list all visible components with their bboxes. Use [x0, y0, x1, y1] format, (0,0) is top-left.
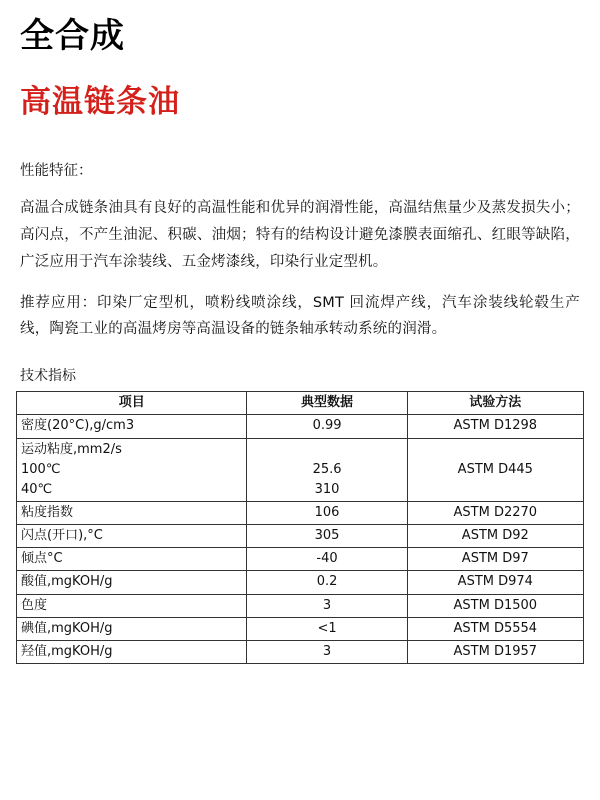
cell-value: 0.2	[247, 571, 407, 594]
cell-item	[17, 438, 247, 501]
table-row	[17, 415, 584, 438]
cell-value-line: 25.6	[312, 461, 342, 477]
table-row	[17, 617, 584, 640]
spec-table-label: 技术指标	[20, 368, 76, 385]
table-row	[17, 525, 584, 548]
page-subtitle: 高温链条油	[20, 84, 180, 121]
cell-item-line: 100℃	[21, 461, 61, 477]
cell-method: ASTM D1298	[407, 415, 583, 438]
table-header-row	[17, 392, 584, 415]
cell-method: ASTM D92	[407, 525, 583, 548]
cell-method: ASTM D445	[407, 438, 583, 501]
cell-value: 305	[247, 525, 407, 548]
cell-method: ASTM D5554	[407, 617, 583, 640]
col-header-item: 项目	[17, 392, 247, 415]
cell-value	[247, 438, 407, 501]
recommended-applications: 推荐应用：印染厂定型机，喷粉线喷涂线，SMT 回流焊产线，汽车涂装线轮毂生产线，陶瓷工业的高温烤房等高温设备的链条轴承转动系统的润滑。	[20, 294, 580, 338]
cell-item: 粘度指数	[17, 502, 247, 525]
table-row	[17, 594, 584, 617]
cell-item: 羟值,mgKOH/g	[17, 640, 247, 663]
cell-item-line: 40℃	[21, 481, 53, 497]
cell-value-line: 310	[314, 481, 340, 497]
cell-method: ASTM D97	[407, 548, 583, 571]
cell-value: 106	[247, 502, 407, 525]
cell-value: 0.99	[247, 415, 407, 438]
cell-item: 密度(20°C),g/cm3	[17, 415, 247, 438]
table-row	[17, 548, 584, 571]
cell-item: 闪点(开口),°C	[17, 525, 247, 548]
table-row	[17, 502, 584, 525]
table-row	[17, 438, 584, 501]
cell-value-line	[251, 440, 402, 460]
cell-method: ASTM D1500	[407, 594, 583, 617]
table-row	[17, 571, 584, 594]
cell-method: ASTM D1957	[407, 640, 583, 663]
features-label: 性能特征：	[20, 163, 93, 180]
cell-item: 酸值,mgKOH/g	[17, 571, 247, 594]
cell-method: ASTM D2270	[407, 502, 583, 525]
table-row	[17, 640, 584, 663]
col-header-method: 试验方法	[407, 392, 583, 415]
cell-item: 色度	[17, 594, 247, 617]
cell-value: 3	[247, 594, 407, 617]
cell-method: ASTM D974	[407, 571, 583, 594]
cell-item: 倾点°C	[17, 548, 247, 571]
cell-value: <1	[247, 617, 407, 640]
features-body: 高温合成链条油具有良好的高温性能和优异的润滑性能，高温结焦量少及蒸发损失小；高闪点，不产生油泥、积碳、油烟；特有的结构设计避免漆膜表面缩孔、红眼等缺陷，广泛应用于汽车涂装线、五金烤漆线，印染行业定型机。	[20, 200, 580, 270]
cell-value: -40	[247, 548, 407, 571]
cell-item: 碘值,mgKOH/g	[17, 617, 247, 640]
cell-value: 3	[247, 640, 407, 663]
spec-table	[16, 391, 584, 664]
page-title: 全合成	[20, 16, 125, 56]
col-header-value: 典型数据	[247, 392, 407, 415]
cell-item-line: 运动粘度,mm2/s	[21, 441, 122, 457]
